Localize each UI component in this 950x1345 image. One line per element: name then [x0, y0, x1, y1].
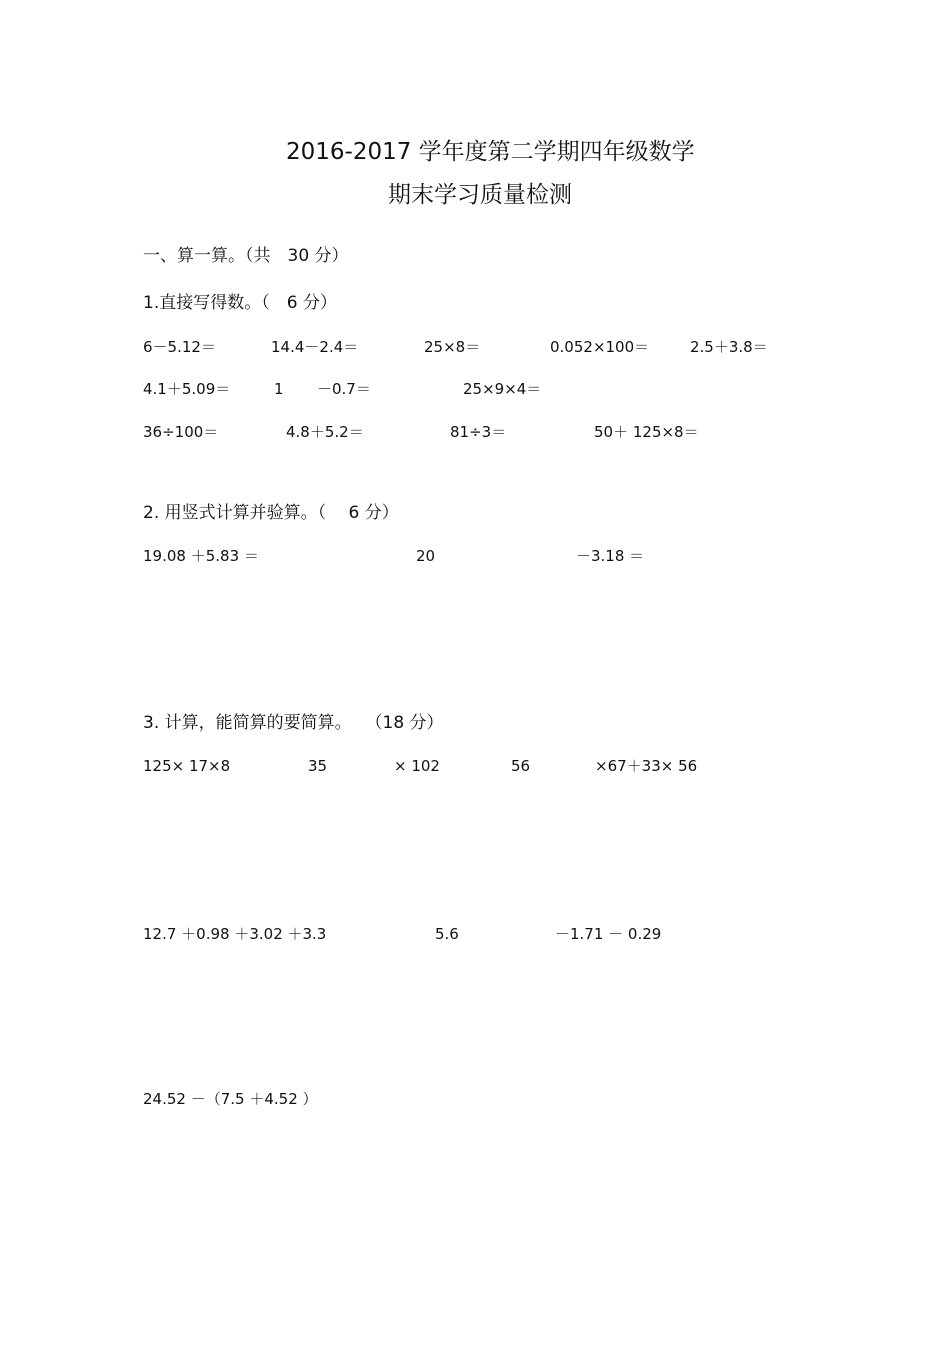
q1-item: 1 [274, 380, 284, 398]
exam-title-line1: 2016-2017 学年度第二学期四年级数学 [286, 139, 695, 165]
q2-item: 19.08 ＋5.83 ＝ [143, 547, 259, 565]
q1-item: 25×9×4＝ [463, 380, 542, 398]
q1-item: 25×8＝ [424, 338, 481, 356]
q3-item: ×67＋33× 56 [595, 757, 698, 775]
q3-item: 35 [308, 757, 328, 775]
q1-item: 36÷100＝ [143, 423, 219, 441]
q1-item: 6－5.12＝ [143, 338, 216, 356]
q1-item: 4.1＋5.09＝ [143, 380, 231, 398]
q1-item: 4.8＋5.2＝ [286, 423, 364, 441]
section1-heading: 一、算一算。（共 30 分） [143, 246, 349, 266]
q1-item: 0.052×100＝ [550, 338, 650, 356]
q1-heading: 1.直接写得数。（ 6 分） [143, 293, 337, 313]
q3-item: × 102 [394, 757, 440, 775]
q1-item: 50＋ 125×8＝ [594, 423, 699, 441]
q3-heading: 3. 计算，能简算的要简算。 （18 分） [143, 713, 444, 733]
exam-title-line2: 期末学习质量检测 [388, 182, 572, 208]
q1-item: 81÷3＝ [450, 423, 507, 441]
q1-item: 14.4－2.4＝ [271, 338, 359, 356]
q2-item: 20 [416, 547, 436, 565]
q2-item: －3.18 ＝ [576, 547, 645, 565]
q1-item: 2.5＋3.8＝ [690, 338, 768, 356]
q2-heading: 2. 用竖式计算并验算。（ 6 分） [143, 503, 399, 523]
q3-item: 24.52 －（7.5 ＋4.52 ） [143, 1090, 318, 1108]
q3-item: 125× 17×8 [143, 757, 231, 775]
q3-item: 5.6 [435, 925, 459, 943]
q3-item: 56 [511, 757, 531, 775]
q3-item: 12.7 ＋0.98 ＋3.02 ＋3.3 [143, 925, 327, 943]
q1-item: －0.7＝ [317, 380, 371, 398]
q3-item: －1.71 － 0.29 [555, 925, 662, 943]
